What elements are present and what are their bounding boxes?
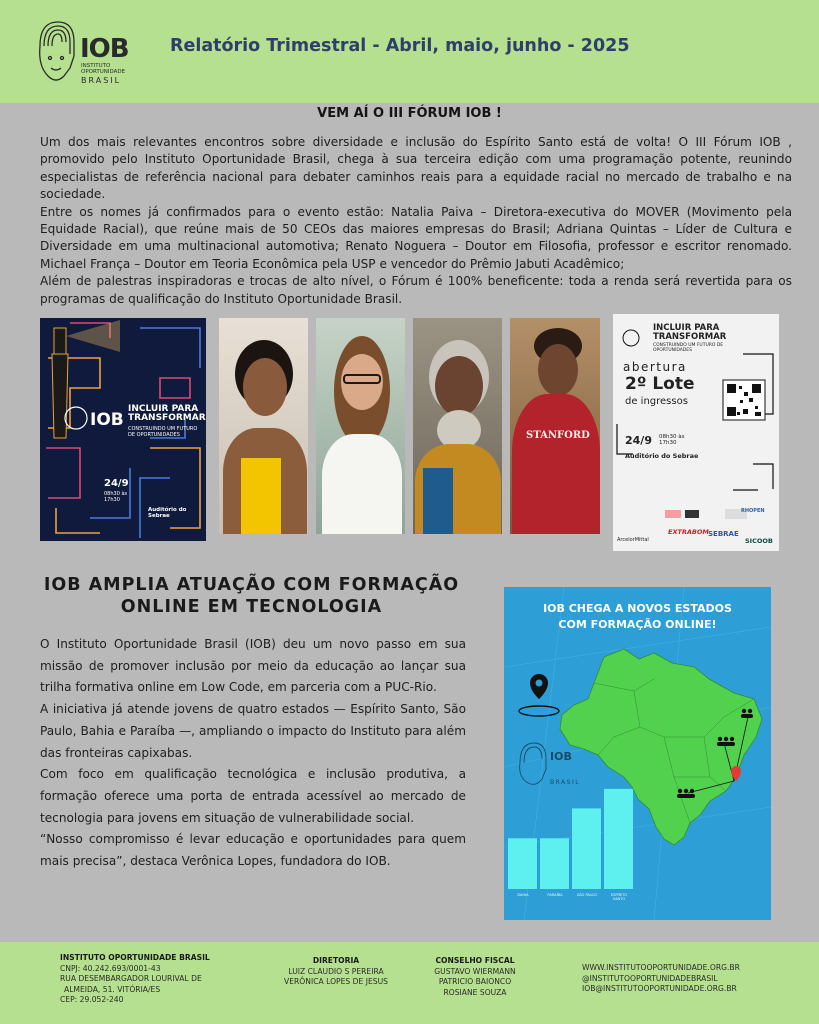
speaker-photo-3	[413, 318, 502, 534]
brazil-map-card	[504, 587, 771, 920]
state-bar	[604, 789, 633, 889]
state-bar-label: SÃO PAULO	[576, 893, 598, 897]
body-shape	[322, 434, 402, 534]
forum-paragraph: Entre os nomes já confirmados para o evento estão: Natalia Paiva – Diretora-executiva do MOVER (Movimento pela Equidade Racial), que reúne mais de 50 CEOs das maiores empresas do Brasil; Adriana Quintas – Líder de Cultura e Diversidade em uma multinacional automotiva; Renato Noguera – Doutor em Filosofia, professor e escritor renomado. Michael França – Doutor em Teoria Econômica pela USP e vencedor do Prêmio Jabuti Acadêmico;	[40, 204, 792, 271]
report-title: Relatório Trimestral - Abril, maio, junho - 2025	[170, 36, 630, 56]
face-shape	[538, 344, 578, 396]
footer-instagram-link[interactable]: @INSTITUTOOPORTUNIDADEBRASIL	[582, 973, 718, 983]
poster-right-title: INCLUIR PARA TRANSFORMAR	[653, 323, 727, 342]
speaker-photo-4	[510, 318, 600, 534]
footer	[0, 942, 819, 1024]
bar-chart-group	[508, 789, 633, 889]
state-bar	[508, 838, 537, 889]
map-logo-wordmark: IOB	[550, 750, 572, 763]
sponsor-logo-extrabom: EXTRABOM	[668, 528, 709, 536]
poster-right-subtitle: CONSTRUINDO UM FUTURO DE OPORTUNIDADES	[653, 343, 724, 353]
poster-right-date: 24/9	[625, 434, 652, 447]
tech-paragraph: Com foco em qualificação tecnológica e inclusão produtiva, a formação oferece uma porta de entrada acessível ao mercado de tecnologia para jovens em situação de vulnerabilidade social.	[40, 767, 466, 825]
forum-heading: VEM AÍ O III FÓRUM IOB !	[317, 106, 502, 121]
tech-heading-line-2: ONLINE EM TECNOLOGIA	[120, 597, 383, 617]
footer-conselho-block	[420, 956, 530, 998]
logo-wordmark: IOB	[80, 34, 129, 64]
state-bar	[572, 808, 601, 889]
tech-body	[40, 634, 466, 873]
state-bar	[540, 838, 569, 889]
map-logo-brasil: BRASIL	[550, 779, 581, 786]
footer-diretoria-2: VERÔNICA LOPES DE JESUS	[284, 977, 388, 986]
forum-body	[40, 134, 792, 308]
footer-address-1: RUA DESEMBARGADOR LOURIVAL DE	[60, 974, 202, 983]
map-title-line-2: COM FORMAÇÃO ONLINE!	[558, 618, 717, 631]
footer-address-2: ALMEIDA, 51. VITÓRIA/ES	[64, 984, 161, 994]
footer-contact-block	[582, 963, 740, 995]
footer-conselho-title: CONSELHO FISCAL	[435, 956, 515, 965]
state-bar-label: BAHIA	[517, 893, 529, 897]
shirt-shape	[241, 458, 281, 534]
face-shape	[435, 356, 483, 416]
poster-subtitle: CONSTRUINDO UM FUTURO DE OPORTUNIDADES	[128, 426, 198, 438]
face-shape	[243, 358, 287, 416]
shirt-text: STANFORD	[526, 430, 590, 441]
footer-diretoria-title: DIRETORIA	[312, 956, 360, 965]
poster-time: 08h30 às 17h30	[104, 491, 128, 503]
sponsor-logo-sebrae: SEBRAE	[708, 530, 739, 538]
state-bar-label: PARAÍBA	[547, 893, 563, 897]
sponsor-logo-rhopen: RHOPEN	[741, 508, 765, 514]
event-poster-left	[40, 318, 206, 541]
map-title-line-1: IOB CHEGA A NOVOS ESTADOS	[543, 602, 732, 615]
state-bar-label: ESPÍRITO SANTO	[610, 893, 628, 901]
poster-right-abertura: abertura	[623, 360, 687, 374]
poster-right-lote: 2º Lote	[625, 374, 695, 394]
pattern-shape	[423, 468, 453, 534]
footer-conselho-2: PATRICIO BAIONCO	[438, 977, 512, 986]
map-card-title	[504, 601, 771, 633]
forum-paragraph: Um dos mais relevantes encontros sobre diversidade e inclusão do Espírito Santo está de volta! O III Fórum IOB , promovido pelo Instituto Oportunidade Brasil, chega à sua terceira edição com uma programação potente, reunindo especialistas de referência nacional para debater caminhos reais para a equidade racial no mercado de trabalho e na sociedade.	[40, 135, 792, 202]
sponsor-logo-arcelormittal: ArcelorMittal	[617, 537, 649, 543]
footer-org-name: INSTITUTO OPORTUNIDADE BRASIL	[60, 953, 210, 962]
footer-org-block	[60, 953, 210, 1006]
forum-paragraph: Além de palestras inspiradoras e trocas de alto nível, o Fórum é 100% beneficente: toda a renda será revertida para os programas de qualificação do Instituto Oportunidade Brasil.	[40, 274, 792, 306]
poster-venue: Auditório do Sebrae	[148, 507, 187, 519]
event-poster-right	[613, 314, 779, 551]
poster-date: 24/9	[104, 478, 129, 489]
fingerprint-face-icon	[34, 16, 78, 86]
poster-right-ingressos: de ingressos	[625, 396, 688, 407]
footer-conselho-3: ROSIANE SOUZA	[443, 987, 507, 997]
poster-right-time: 08h30 às 17h30	[659, 434, 685, 446]
sponsor-logo-sicoob: SICOOB	[745, 537, 773, 545]
footer-website-link[interactable]: WWW.INSTITUTOOPORTUNIDADE.ORG.BR	[582, 963, 740, 972]
poster-title: INCLUIR PARA TRANSFORMAR	[128, 404, 206, 423]
poster-right-venue: Auditório do Sebrae	[625, 452, 699, 460]
tech-paragraph: “Nosso compromisso é levar educação e oportunidades para quem mais precisa”, destaca Verônica Lopes, fundadora do IOB.	[40, 832, 466, 869]
sweatshirt-shape	[512, 394, 600, 534]
tech-heading	[40, 574, 463, 618]
footer-diretoria-1: LUIZ CLAUDIO S PEREIRA	[288, 966, 384, 976]
speaker-photo-1	[219, 318, 308, 534]
tech-heading-line-1: IOB AMPLIA ATUAÇÃO COM FORMAÇÃO	[43, 575, 460, 595]
footer-diretoria-block	[276, 956, 396, 988]
footer-conselho-1: GUSTAVO WIERMANN	[434, 966, 516, 976]
map-graphic	[504, 587, 771, 920]
footer-cep: CEP: 29.052-240	[60, 995, 124, 1004]
header-bar	[0, 0, 819, 103]
logo-brasil: BRASIL	[81, 76, 122, 85]
glasses-shape	[343, 374, 381, 384]
iob-logo	[34, 16, 129, 88]
tech-paragraph: O Instituto Oportunidade Brasil (IOB) deu um novo passo em sua missão de promover inclusão por meio da educação ao lançar sua trilha formativa online em Low Code, em parceria com a PUC-Rio.	[40, 637, 466, 695]
speaker-photo-2	[316, 318, 405, 534]
poster-iob-wordmark: IOB	[90, 410, 124, 430]
footer-email-link[interactable]: IOB@INSTITUTOOPORTUNIDADE.ORG.BR	[582, 984, 737, 993]
logo-subtitle: INSTITUTO OPORTUNIDADE	[81, 63, 126, 75]
iob-watermark-logo	[520, 743, 546, 784]
tech-paragraph: A iniciativa já atende jovens de quatro estados — Espírito Santo, São Paulo, Bahia e Paraíba —, ampliando o impacto do Instituto para além das fronteiras capixabas.	[40, 702, 466, 760]
footer-cnpj: CNPJ: 40.242.693/0001-43	[60, 963, 161, 973]
